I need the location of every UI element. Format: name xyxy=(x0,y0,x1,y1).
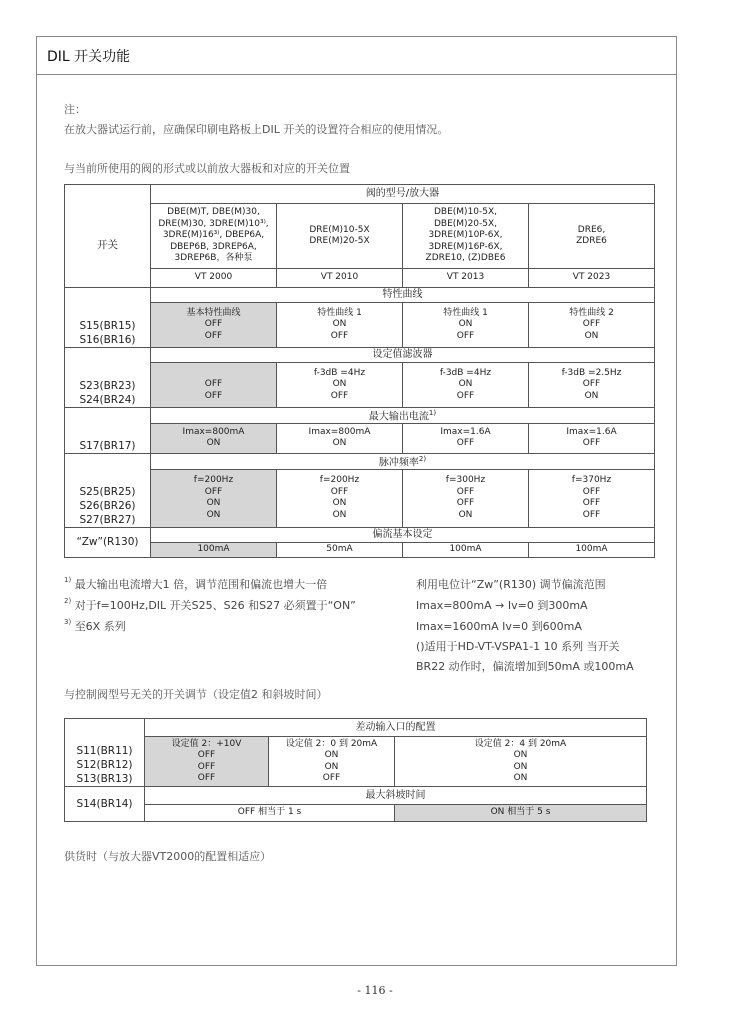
table2-caption: 与控制阀型号无关的开关调节（设定值2 和斜坡时间） xyxy=(64,688,328,701)
amp-vt2010: VT 2010 xyxy=(277,269,403,288)
filter-vt2000: OFF OFF xyxy=(151,363,277,408)
pulse-vt2023: f=370Hz OFF OFF OFF xyxy=(529,469,655,527)
filter-vt2023: f-3dB =2.5Hz OFF ON xyxy=(529,363,655,408)
amp-vt2013: VT 2013 xyxy=(403,269,529,288)
section-header-curve: 特性曲线 xyxy=(151,288,655,303)
ramp-on-5s: ON 相当于 5 s xyxy=(395,805,647,822)
table1-caption: 与当前所使用的阀的形式或以前放大器板和对应的开关位置 xyxy=(64,162,350,175)
footnote-3: $^{3)}$ 至6X 系列 xyxy=(64,618,126,633)
switch-cell-s17: S17(BR17) xyxy=(65,408,151,454)
footnote-2: $^{2)}$ 对于f=100Hz,DIL 开关S25、S26 和S27 必须置于“ON” xyxy=(64,597,356,612)
bias-vt2000: 100mA xyxy=(151,542,277,557)
note-text: 在放大器试运行前，应确保印刷电路板上DIL 开关的设置符合相应的使用情况。 xyxy=(64,123,449,136)
bias-vt2023: 100mA xyxy=(529,542,655,557)
delivery-text: 供货时（与放大器VT2000的配置相适应） xyxy=(64,850,272,863)
side-note-5: BR22 动作时，偏流增加到50mA 或100mA xyxy=(416,660,634,673)
curve-vt2013: 特性曲线 1 ON OFF xyxy=(403,303,529,348)
current-vt2000: Imax=800mA ON xyxy=(151,423,277,453)
valve-types-vt2013: DBE(M)10-5X, DBE(M)20-5X, 3DRE(M)10P-6X, 3DRE(M)16P-6X, ZDRE10, (Z)DBE6 xyxy=(403,204,529,269)
section-header-filter: 设定值滤波器 xyxy=(151,348,655,363)
switch-cell-s23-s24: S23(BR23) S24(BR24) xyxy=(65,348,151,408)
amp-vt2023: VT 2023 xyxy=(529,269,655,288)
footnote-1: $^{1)}$ 最大输出电流增大1 倍，调节范围和偏流也增大一倍 xyxy=(64,576,328,591)
current-vt2010: Imax=800mA ON xyxy=(277,423,403,453)
page-title: DIL 开关功能 xyxy=(47,49,131,65)
pulse-vt2000: f=200Hz OFF ON ON xyxy=(151,469,277,527)
page-number: - 116 - xyxy=(357,984,393,997)
valve-header: 阀的型号/放大器 xyxy=(151,185,655,204)
diff-input-4-20ma: 设定值 2：4 到 20mA ON ON ON xyxy=(395,737,647,787)
valve-types-vt2023: DRE6, ZDRE6 xyxy=(529,204,655,269)
switch-cell-zw: “Zw”(R130) xyxy=(65,527,151,557)
switch-cell-s25-s27: S25(BR25) S26(BR26) S27(BR27) xyxy=(65,453,151,527)
switch-cell-s14: S14(BR14) xyxy=(65,787,145,822)
current-vt2013: Imax=1.6A OFF xyxy=(403,423,529,453)
switch-table-setpoint xyxy=(64,718,647,822)
filter-vt2010: f-3dB =4Hz ON OFF xyxy=(277,363,403,408)
switch-cell-s11-s13: S11(BR11) S12(BR12) S13(BR13) xyxy=(65,719,145,787)
curve-vt2000: 基本特性曲线 OFF OFF xyxy=(151,303,277,348)
switch-header-cell xyxy=(65,185,151,204)
current-vt2023: Imax=1.6A OFF xyxy=(529,423,655,453)
diff-input-0-20ma: 设定值 2：0 到 20mA ON ON OFF xyxy=(269,737,395,787)
side-note-3: Imax=1600mA Iv=0 到600mA xyxy=(416,620,582,633)
title-bar xyxy=(37,37,676,75)
pulse-vt2013: f=300Hz OFF OFF ON xyxy=(403,469,529,527)
ramp-off-1s: OFF 相当于 1 s xyxy=(145,805,395,822)
section-header-diff-input: 差动输入口的配置 xyxy=(145,719,647,737)
switch-header: 开关 xyxy=(65,204,151,288)
curve-vt2010: 特性曲线 1 ON OFF xyxy=(277,303,403,348)
valve-types-vt2000: DBE(M)T, DBE(M)30, DRE(M)30, 3DRE(M)10³⁾, 3DRE(M)16³⁾, DBEP6A, DBEP6B, 3DREP6A, 3DREP6B，各种泵 xyxy=(151,204,277,269)
filter-vt2013: f-3dB =4Hz ON OFF xyxy=(403,363,529,408)
side-note-1: 利用电位计“Zw”(R130) 调节偏流范围 xyxy=(416,578,606,591)
switch-table-valve xyxy=(64,184,655,558)
section-header-max-current: 最大输出电流$^{1)}$ xyxy=(151,408,655,424)
pulse-vt2010: f=200Hz OFF ON ON xyxy=(277,469,403,527)
diff-input-10v: 设定值 2：+10V OFF OFF OFF xyxy=(145,737,269,787)
amp-vt2000: VT 2000 xyxy=(151,269,277,288)
bias-vt2010: 50mA xyxy=(277,542,403,557)
section-header-bias: 偏流基本设定 xyxy=(151,527,655,542)
section-header-pulse: 脉冲频率$^{2)}$ xyxy=(151,453,655,469)
switch-cell-s15-s16: S15(BR15) S16(BR16) xyxy=(65,288,151,348)
bias-vt2013: 100mA xyxy=(403,542,529,557)
note-label: 注： xyxy=(64,103,86,116)
curve-vt2023: 特性曲线 2 OFF ON xyxy=(529,303,655,348)
section-header-ramp: 最大斜坡时间 xyxy=(145,787,647,805)
valve-types-vt2010: DRE(M)10-5X DRE(M)20-5X xyxy=(277,204,403,269)
side-note-2: Imax=800mA → Iv=0 到300mA xyxy=(416,599,588,612)
side-note-4: ()适用于HD-VT-VSPA1-1 10 系列 当开关 xyxy=(416,640,620,653)
